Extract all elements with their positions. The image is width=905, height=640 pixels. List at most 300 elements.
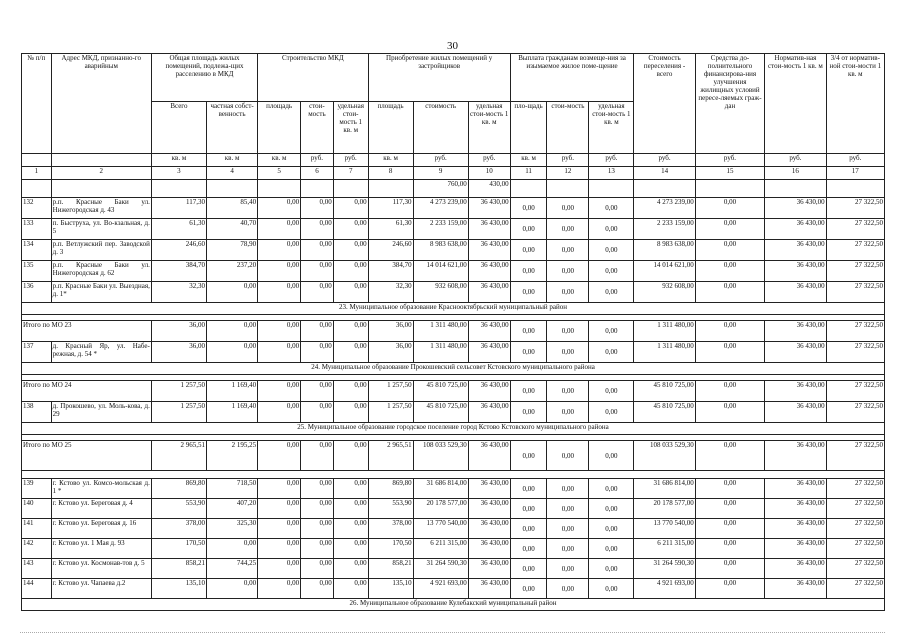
table-cell: 0,00 [510, 559, 547, 579]
table-cell: 0,00 [589, 479, 634, 499]
table-cell: 1 257,50 [368, 402, 413, 423]
table-cell: 27 322,50 [826, 240, 884, 261]
table-cell: 36 430,00 [468, 559, 510, 579]
address-cell: г. Кстово ул. Береговая д. 4 [51, 499, 151, 519]
table-cell: 1 311 480,00 [634, 342, 695, 363]
table-cell: 0,00 [589, 342, 634, 363]
table-cell: 378,00 [368, 519, 413, 539]
column-number: 9 [413, 167, 468, 180]
row-number: 134 [22, 240, 52, 261]
table-cell: 36 430,00 [468, 402, 510, 423]
table-cell: 0,00 [258, 198, 301, 219]
table-cell: 0,00 [333, 381, 368, 402]
section-row [22, 363, 885, 375]
table-cell: 0,00 [510, 198, 547, 219]
table-cell: 27 322,50 [826, 539, 884, 559]
column-number: 13 [589, 167, 634, 180]
table-cell: 0,00 [589, 539, 634, 559]
table-cell: 36 430,00 [468, 539, 510, 559]
total-label: Итого по МО 23 [22, 321, 152, 342]
column-number: 14 [634, 167, 695, 180]
section-title: 25. Муниципальное образование городское поселение город Кстово Кстовского муниципального района [22, 423, 885, 435]
row-number: 137 [22, 342, 52, 363]
table-cell: 20 178 577,00 [634, 499, 695, 519]
table-cell: 0,00 [333, 479, 368, 499]
table-cell: 61,30 [151, 219, 206, 240]
table-cell: 27 322,50 [826, 499, 884, 519]
table-cell: 237,20 [207, 261, 258, 282]
table-cell: 0,00 [258, 402, 301, 423]
table-cell: 384,70 [368, 261, 413, 282]
table-cell: 0,00 [333, 282, 368, 303]
header-area: Общая площадь жилых помещений, подлежа-щих расселению в МКД [151, 54, 257, 102]
table-cell: 36 430,00 [765, 539, 826, 559]
table-cell: 0,00 [258, 519, 301, 539]
table-cell: 36 430,00 [468, 579, 510, 599]
unit-cell: руб. [589, 154, 634, 167]
table-cell: 932 608,00 [634, 282, 695, 303]
table-cell: 36 430,00 [468, 381, 510, 402]
column-number: 8 [368, 167, 413, 180]
table-cell: 2 233 159,00 [634, 219, 695, 240]
table-cell [151, 180, 206, 198]
table-cell: 78,90 [207, 240, 258, 261]
address-cell: г. Кстово ул. Космонав-тов д. 5 [51, 559, 151, 579]
table-cell: 27 322,50 [826, 198, 884, 219]
table-cell: 718,50 [207, 479, 258, 499]
table-cell: 31 686 814,00 [413, 479, 468, 499]
table-cell: 0,00 [695, 441, 765, 471]
units-row [22, 154, 885, 167]
table-cell: 0,00 [258, 579, 301, 599]
table-cell: 0,00 [301, 579, 334, 599]
section-row [22, 303, 885, 315]
table-cell: 0,00 [510, 499, 547, 519]
resettlement-table [21, 53, 885, 611]
table-cell: 0,00 [258, 559, 301, 579]
table-cell [634, 180, 695, 198]
table-cell: 869,80 [368, 479, 413, 499]
table-cell: 6 211 315,00 [634, 539, 695, 559]
table-cell: 0,00 [589, 559, 634, 579]
table-cell: 0,00 [333, 321, 368, 342]
table-cell: 36 430,00 [765, 198, 826, 219]
section-title: 26. Муниципальное образование Кулебакский муниципальный район [22, 599, 885, 611]
table-cell [368, 180, 413, 198]
table-cell: 36 430,00 [468, 219, 510, 240]
table-cell: 0,00 [333, 499, 368, 519]
table-cell: 0,00 [301, 479, 334, 499]
table-cell: 0,00 [301, 441, 334, 471]
table-cell: 0,00 [547, 240, 589, 261]
table-cell: 0,00 [258, 381, 301, 402]
table-cell: 430,00 [468, 180, 510, 198]
table-cell: 0,00 [301, 198, 334, 219]
table-cell: 0,00 [695, 282, 765, 303]
unit-cell: кв. м [258, 154, 301, 167]
table-cell: 2 965,51 [151, 441, 206, 471]
table-cell: 0,00 [301, 342, 334, 363]
table-cell [333, 180, 368, 198]
section-title: 24. Муниципальное образование Прокошевский сельсовет Кстовского муниципального района [22, 363, 885, 375]
table-cell: 0,00 [258, 240, 301, 261]
table-cell: 27 322,50 [826, 321, 884, 342]
table-cell: 0,00 [547, 519, 589, 539]
table-cell: 0,00 [333, 198, 368, 219]
table-cell: 36 430,00 [468, 240, 510, 261]
table-cell: 108 033 529,30 [634, 441, 695, 471]
table-row [22, 559, 885, 579]
table-cell: 36 430,00 [765, 402, 826, 423]
table-row [22, 402, 885, 423]
table-row [22, 240, 885, 261]
table-cell: 0,00 [301, 539, 334, 559]
unit-cell: руб. [765, 154, 826, 167]
table-row [22, 282, 885, 303]
spacer-row [22, 471, 885, 479]
table-cell [547, 180, 589, 198]
address-cell: г. Кстово ул. Комсо-мольская д. 1 * [51, 479, 151, 499]
unit-cell: руб. [547, 154, 589, 167]
table-cell: 13 770 540,00 [413, 519, 468, 539]
table-cell: 85,40 [207, 198, 258, 219]
table-cell: 0,00 [589, 441, 634, 471]
table-cell [826, 180, 884, 198]
row-number: 140 [22, 499, 52, 519]
address-cell: г. Кстово ул. 1 Мая д. 93 [51, 539, 151, 559]
table-cell: 31 264 590,30 [413, 559, 468, 579]
total-row [22, 321, 885, 342]
table-cell: 4 273 239,00 [413, 198, 468, 219]
table-cell: 0,00 [258, 282, 301, 303]
table-cell: 0,00 [695, 219, 765, 240]
table-cell: 0,00 [510, 381, 547, 402]
table-cell: 0,00 [510, 240, 547, 261]
table-cell [258, 180, 301, 198]
header-num: № п/п [22, 54, 52, 154]
table-cell: 27 322,50 [826, 381, 884, 402]
table-cell [51, 180, 151, 198]
table-cell: 0,00 [547, 261, 589, 282]
table-cell: 0,00 [333, 441, 368, 471]
table-row [22, 579, 885, 599]
table-row [22, 479, 885, 499]
table-cell: 36,00 [368, 321, 413, 342]
table-cell: 0,00 [695, 321, 765, 342]
table-cell: 1 311 480,00 [413, 321, 468, 342]
table-cell: 0,00 [547, 342, 589, 363]
table-cell: 27 322,50 [826, 261, 884, 282]
table-cell: 0,00 [695, 579, 765, 599]
table-cell: 0,00 [510, 519, 547, 539]
row-number: 141 [22, 519, 52, 539]
table-cell: 760,00 [413, 180, 468, 198]
table-cell: 0,00 [258, 441, 301, 471]
row-number: 138 [22, 402, 52, 423]
table-cell: 6 211 315,00 [413, 539, 468, 559]
header-address: Адрес МКД, признанно-го аварийным [51, 54, 151, 154]
spacer [22, 471, 885, 479]
table-cell: 31 686 814,00 [634, 479, 695, 499]
row-number: 135 [22, 261, 52, 282]
row-number: 143 [22, 559, 52, 579]
table-cell: 0,00 [547, 499, 589, 519]
header-row [22, 54, 885, 102]
header-sub-cell: площадь [258, 102, 301, 154]
table-cell: 1 257,50 [151, 402, 206, 423]
table-cell: 36 430,00 [765, 261, 826, 282]
table-cell: 117,30 [151, 198, 206, 219]
unit-cell: кв. м [368, 154, 413, 167]
address-cell: р.п. Красные Баки ул. Нижегородская д. 62 [51, 261, 151, 282]
table-cell: 0,00 [258, 539, 301, 559]
table-cell: 32,30 [368, 282, 413, 303]
unit-cell: руб. [413, 154, 468, 167]
section-row [22, 423, 885, 435]
unit-cell: руб. [695, 154, 765, 167]
table-cell: 0,00 [333, 219, 368, 240]
row-number: 136 [22, 282, 52, 303]
table-cell: 36 430,00 [765, 499, 826, 519]
column-number: 6 [301, 167, 334, 180]
table-cell: 1 257,50 [368, 381, 413, 402]
table-cell: 0,00 [547, 441, 589, 471]
table-cell: 0,00 [301, 559, 334, 579]
unit-cell: кв. м [207, 154, 258, 167]
table-cell: 1 311 480,00 [634, 321, 695, 342]
table-cell: 0,00 [589, 499, 634, 519]
table-cell: 246,60 [151, 240, 206, 261]
table-row [22, 198, 885, 219]
table-cell: 20 178 577,00 [413, 499, 468, 519]
table-cell: 14 014 621,00 [634, 261, 695, 282]
header-sub-cell: удельная стои-мость 1 кв. м [333, 102, 368, 154]
table-cell: 27 322,50 [826, 519, 884, 539]
table-cell: 0,00 [547, 539, 589, 559]
table-row [22, 519, 885, 539]
table-cell: 869,80 [151, 479, 206, 499]
column-number: 5 [258, 167, 301, 180]
table-cell: 45 810 725,00 [413, 381, 468, 402]
unit-cell: руб. [826, 154, 884, 167]
table-cell: 0,00 [510, 261, 547, 282]
table-cell: 0,00 [333, 539, 368, 559]
table-cell: 14 014 621,00 [413, 261, 468, 282]
carry-over-row [22, 180, 885, 198]
table-cell: 170,50 [368, 539, 413, 559]
table-cell: 13 770 540,00 [634, 519, 695, 539]
table-cell: 0,00 [258, 219, 301, 240]
column-number: 7 [333, 167, 368, 180]
table-cell: 0,00 [547, 198, 589, 219]
table-cell: 0,00 [589, 321, 634, 342]
header-sub-cell: удельная стои-мость 1 кв. м [589, 102, 634, 154]
table-cell: 36 430,00 [468, 198, 510, 219]
table-cell: 1 311 480,00 [413, 342, 468, 363]
table-cell: 378,00 [151, 519, 206, 539]
table-cell: 36 430,00 [468, 441, 510, 471]
table-cell: 0,00 [589, 198, 634, 219]
table-cell: 36 430,00 [765, 381, 826, 402]
table-cell: 0,00 [333, 579, 368, 599]
table-cell: 0,00 [258, 342, 301, 363]
header-norm: Норматив-ная стои-мость 1 кв. м [765, 54, 826, 154]
table-cell: 384,70 [151, 261, 206, 282]
header-three-quarters: 3/4 от норматив-ной стои-мости 1 кв. м [826, 54, 884, 154]
table-cell: 0,00 [547, 282, 589, 303]
table-cell: 0,00 [258, 499, 301, 519]
table-cell: 2 233 159,00 [413, 219, 468, 240]
header-sub-cell: пло-щадь [510, 102, 547, 154]
table-cell: 0,00 [695, 381, 765, 402]
column-number: 2 [51, 167, 151, 180]
table-cell: 0,00 [333, 261, 368, 282]
table-cell: 135,10 [151, 579, 206, 599]
table-cell: 4 273 239,00 [634, 198, 695, 219]
table-cell: 170,50 [151, 539, 206, 559]
table-cell: 0,00 [547, 559, 589, 579]
table-cell: 0,00 [510, 321, 547, 342]
column-number: 1 [22, 167, 52, 180]
table-row [22, 219, 885, 240]
table-cell: 0,00 [258, 479, 301, 499]
table-row [22, 342, 885, 363]
table-cell: 0,00 [301, 321, 334, 342]
header-build: Строительство МКД [258, 54, 368, 102]
table-cell: 27 322,50 [826, 219, 884, 240]
table-cell: 932 608,00 [413, 282, 468, 303]
table-cell: 0,00 [510, 579, 547, 599]
table-cell: 0,00 [695, 342, 765, 363]
table-cell: 0,00 [333, 342, 368, 363]
table-cell: 4 921 693,00 [413, 579, 468, 599]
unit-cell: руб. [301, 154, 334, 167]
table-cell: 36 430,00 [765, 240, 826, 261]
address-cell: д. Красный Яр, ул. Набе-режная, д. 54 * [51, 342, 151, 363]
table-cell: 0,00 [207, 342, 258, 363]
table-cell: 246,60 [368, 240, 413, 261]
table-cell: 0,00 [547, 219, 589, 240]
header-sub-cell: удельная стои-мость 1 кв. м [468, 102, 510, 154]
table-cell: 40,70 [207, 219, 258, 240]
table-cell: 0,00 [301, 240, 334, 261]
address-cell: п. Быструха, ул. Во-кзальная, д. 5 [51, 219, 151, 240]
table-cell: 108 033 529,30 [413, 441, 468, 471]
table-cell: 1 169,40 [207, 381, 258, 402]
header-cost: Стоимость переселения - всего [634, 54, 695, 154]
table-cell [765, 180, 826, 198]
table-cell: 0,00 [589, 240, 634, 261]
table-cell: 32,30 [151, 282, 206, 303]
page-bottom-edge [20, 632, 885, 633]
table-cell: 325,30 [207, 519, 258, 539]
table-cell: 36 430,00 [468, 479, 510, 499]
table-cell: 36,00 [368, 342, 413, 363]
table-cell: 36 430,00 [765, 441, 826, 471]
row-number: 133 [22, 219, 52, 240]
table-cell: 0,00 [510, 479, 547, 499]
table-cell: 2 195,25 [207, 441, 258, 471]
unit-cell: руб. [333, 154, 368, 167]
table-cell: 0,00 [333, 402, 368, 423]
header-sub-cell: стои-мость [301, 102, 334, 154]
address-cell: р.п. Красные Баки ул. Выездная, д. 1* [51, 282, 151, 303]
header-buy: Приобретение жилых помещений у застройщиков [368, 54, 510, 102]
table-cell: 61,30 [368, 219, 413, 240]
table-row [22, 261, 885, 282]
table-cell: 27 322,50 [826, 342, 884, 363]
column-number: 16 [765, 167, 826, 180]
table-cell: 36 430,00 [765, 559, 826, 579]
table-cell: 0,00 [301, 402, 334, 423]
table-cell: 45 810 725,00 [634, 381, 695, 402]
table-cell: 0,00 [510, 539, 547, 559]
table-cell: 36 430,00 [468, 321, 510, 342]
table-cell: 36 430,00 [468, 282, 510, 303]
table-cell [207, 180, 258, 198]
table-cell: 36 430,00 [765, 321, 826, 342]
table-cell [22, 154, 52, 167]
header-pay: Выплата гражданам возмеще-ния за изымаемое жилое поме-щение [510, 54, 634, 102]
address-cell: р.п. Красные Баки ул. Нижегородская д. 43 [51, 198, 151, 219]
table-cell: 36 430,00 [468, 342, 510, 363]
table-cell: 0,00 [695, 539, 765, 559]
table-cell: 0,00 [547, 381, 589, 402]
table-cell: 117,30 [368, 198, 413, 219]
table-cell: 8 983 638,00 [634, 240, 695, 261]
table-cell: 0,00 [207, 579, 258, 599]
table-cell [695, 180, 765, 198]
row-number: 142 [22, 539, 52, 559]
page-number: 30 [447, 40, 458, 52]
table-cell: 36 430,00 [468, 519, 510, 539]
table-cell: 0,00 [301, 499, 334, 519]
table-cell [589, 180, 634, 198]
table-cell: 0,00 [207, 321, 258, 342]
table-cell: 0,00 [547, 402, 589, 423]
table-cell: 36 430,00 [468, 261, 510, 282]
table-cell: 36 430,00 [765, 519, 826, 539]
table-cell: 0,00 [301, 519, 334, 539]
table-cell: 36,00 [151, 342, 206, 363]
table-cell: 0,00 [695, 499, 765, 519]
address-cell: г. Кстово ул. Береговая д. 16 [51, 519, 151, 539]
column-number: 11 [510, 167, 547, 180]
table-cell: 0,00 [695, 240, 765, 261]
table-cell: 0,00 [589, 261, 634, 282]
table-cell: 36 430,00 [765, 219, 826, 240]
header-sub-cell: частная собст-венность [207, 102, 258, 154]
table-cell: 1 169,40 [207, 402, 258, 423]
table-cell: 27 322,50 [826, 441, 884, 471]
table-cell: 0,00 [510, 402, 547, 423]
section-row [22, 599, 885, 611]
table-cell: 4 921 693,00 [634, 579, 695, 599]
table-cell: 45 810 725,00 [413, 402, 468, 423]
table-cell: 0,00 [695, 261, 765, 282]
table-cell: 0,00 [547, 579, 589, 599]
table-cell: 36,00 [151, 321, 206, 342]
table-cell: 0,00 [333, 240, 368, 261]
table-cell: 2 965,51 [368, 441, 413, 471]
table-cell: 0,00 [510, 282, 547, 303]
table-cell: 0,00 [301, 261, 334, 282]
header-sub-cell: площадь [368, 102, 413, 154]
address-cell: д. Прокошево, ул. Моль-кова, д. 29 [51, 402, 151, 423]
table-cell: 553,90 [151, 499, 206, 519]
table-cell: 36 430,00 [765, 282, 826, 303]
table-cell: 407,20 [207, 499, 258, 519]
